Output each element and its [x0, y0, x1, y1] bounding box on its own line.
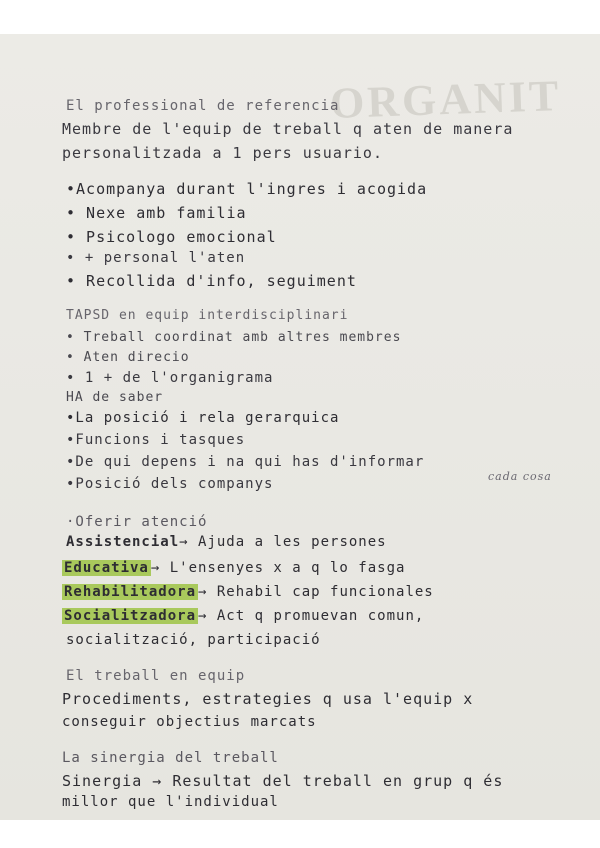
- section2-bullet-3: • 1 + de l'organigrama: [66, 370, 274, 386]
- rehabilitadora-label: Rehabilitadora: [64, 584, 197, 600]
- section2-subheading: HA de saber: [66, 390, 164, 405]
- section5-line1: Sinergia → Resultat del treball en grup q és: [62, 772, 504, 790]
- section3-item-2: [62, 560, 405, 576]
- section3-heading: ·Oferir atenció: [66, 514, 208, 530]
- section1-heading: El professional de referencia: [66, 98, 340, 114]
- section3-item-3: [62, 584, 434, 600]
- section1-bullet-1: •Acompanya durant l'ingres i acogida: [66, 180, 428, 198]
- assistencial-label: Assistencial: [66, 534, 180, 550]
- section5-heading: La sinergia del treball: [62, 750, 279, 766]
- section1-line2: personalitzada a 1 pers usuario.: [62, 144, 383, 162]
- section2-bullet-1: • Treball coordinat amb altres membres: [66, 330, 402, 345]
- section4-heading: El treball en equip: [66, 668, 246, 684]
- section2-bullet-2: • Aten direcio: [66, 350, 190, 365]
- section1-bullet-2: • Nexe amb familia: [66, 204, 247, 222]
- section2-item-2: •Funcions i tasques: [66, 432, 246, 448]
- bleed-through-watermark: ORGANIT: [329, 70, 563, 129]
- section1-bullet-3: • Psicologo emocional: [66, 228, 277, 246]
- rehabilitadora-text: → Rehabil cap funcionales: [198, 584, 434, 600]
- section2-heading: TAPSD en equip interdisciplinari: [66, 308, 349, 323]
- section3-item-1: [66, 534, 387, 550]
- assistencial-text: → Ajuda a les persones: [179, 534, 387, 550]
- section2-item-1: •La posició i rela gerarquica: [66, 410, 340, 426]
- section4-line2: conseguir objectius marcats: [62, 714, 317, 730]
- socialitzadora-label: Socialitzadora: [64, 608, 197, 624]
- section3-continuation: socialització, participació: [66, 632, 321, 648]
- section1-bullet-5: • Recollida d'info, seguiment: [66, 272, 357, 290]
- section5-line2: millor que l'individual: [62, 794, 279, 810]
- section2-note: cada cosa: [488, 470, 552, 483]
- section1-line1: Membre de l'equip de treball q aten de manera: [62, 120, 514, 138]
- section4-line1: Procediments, estrategies q usa l'equip x: [62, 690, 474, 708]
- educativa-text: → L'ensenyes x a q lo fasga: [150, 560, 406, 576]
- socialitzadora-text: → Act q promuevan comun,: [198, 608, 425, 624]
- educativa-label: Educativa: [64, 560, 149, 576]
- section1-bullet-4: • + personal l'aten: [66, 250, 246, 266]
- notebook-page: [0, 34, 600, 820]
- section2-item-3: •De qui depens i na qui has d'informar: [66, 454, 425, 470]
- section3-item-4: [62, 608, 424, 624]
- section2-item-4: •Posició dels companys: [66, 476, 274, 492]
